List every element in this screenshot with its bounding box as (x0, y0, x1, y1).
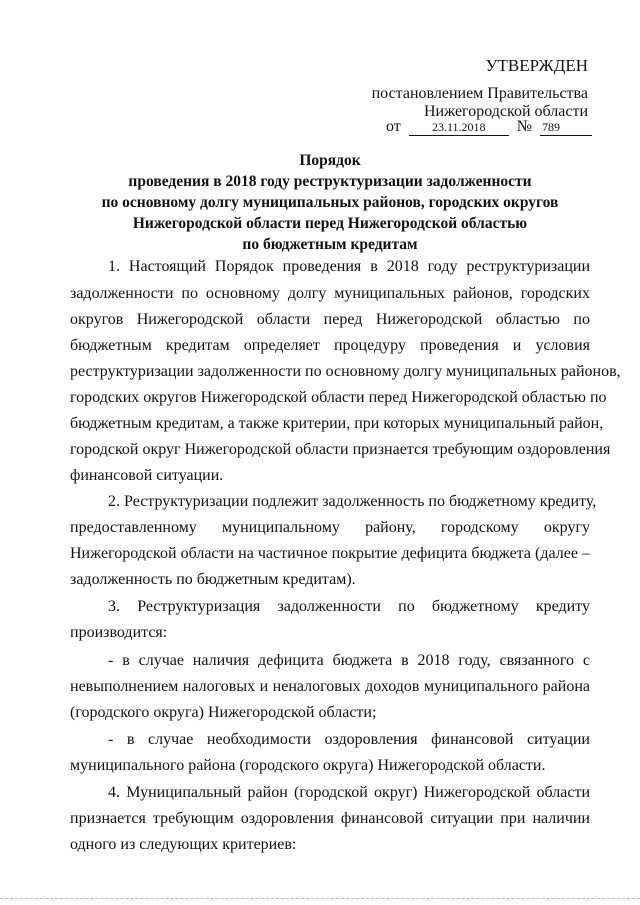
body-line: 3. Реструктуризация задолженности по бюджетному кредиту (108, 598, 590, 615)
body-line: (городского округа) Нижегородской области; (70, 704, 377, 721)
body-line: реструктуризации задолженности по основному долгу муниципальных районов, (70, 363, 621, 380)
title-line-1: Порядок (299, 152, 361, 169)
body-line: Нижегородской области на частичное покрытие дефицита бюджета (далее – (70, 545, 590, 562)
body-line: признается требующим оздоровления финансовой ситуации при наличии (70, 810, 590, 827)
number-label: № (516, 118, 532, 135)
page-edge (0, 898, 640, 899)
body-line: городской округ Нижегородской области признается требующим оздоровления (70, 441, 611, 458)
body-line: невыполнением налоговых и неналоговых доходов муниципального района (70, 678, 590, 695)
body-line: 1. Настоящий Порядок проведения в 2018 году реструктуризации (108, 258, 590, 275)
body-line: муниципального района (городского округа) Нижегородской области. (70, 757, 546, 774)
body-line: 4. Муниципальный район (городской округ) Нижегородской области (108, 784, 590, 801)
body-line: производится: (70, 624, 168, 641)
body-line: округов Нижегородской области перед Нижегородской областью по (70, 311, 590, 328)
title-line-2: проведения в 2018 году реструктуризации задолженности (128, 173, 532, 190)
title-line-4: Нижегородской области перед Нижегородской областью (132, 215, 528, 232)
approval-line-1: постановлением Правительства (371, 85, 588, 102)
body-line: бюджетным кредитам определяет процедуру проведения и условия (70, 337, 590, 354)
body-line: городских округов Нижегородской области перед Нижегородской областью по (70, 389, 607, 406)
body-line: финансовой ситуации. (70, 467, 224, 484)
body-line: 2. Реструктуризации подлежит задолженность по бюджетному кредиту, (108, 493, 597, 510)
approval-date: 23.11.2018 (409, 120, 509, 136)
from-label: от (385, 118, 401, 135)
title-line-5: по бюджетным кредитам (242, 236, 418, 253)
document-title (60, 150, 600, 255)
list-item-line: - в случае необходимости оздоровления финансовой ситуации (108, 731, 590, 748)
approval-number: 789 (540, 120, 592, 136)
title-line-3: по основному долгу муниципальных районов, городских округов (101, 194, 559, 211)
body-line: задолженности по основному долгу муниципальных районов, городских (70, 285, 590, 302)
approved-heading: УТВЕРЖДЕН (485, 56, 588, 75)
approval-date-row (386, 118, 592, 136)
list-item-line: - в случае наличия дефицита бюджета в 2018 году, связанного с (108, 652, 590, 669)
body-line: бюджетным кредитам, а также критерии, при которых муниципальный район, (70, 415, 604, 432)
body-line: предоставленному муниципальному району, городскому округу (70, 519, 590, 536)
approval-line-2: Нижегородской области (423, 103, 588, 120)
body-line: задолженность по бюджетным кредитам). (70, 571, 356, 588)
body-line: одного из следующих критериев: (70, 836, 297, 853)
